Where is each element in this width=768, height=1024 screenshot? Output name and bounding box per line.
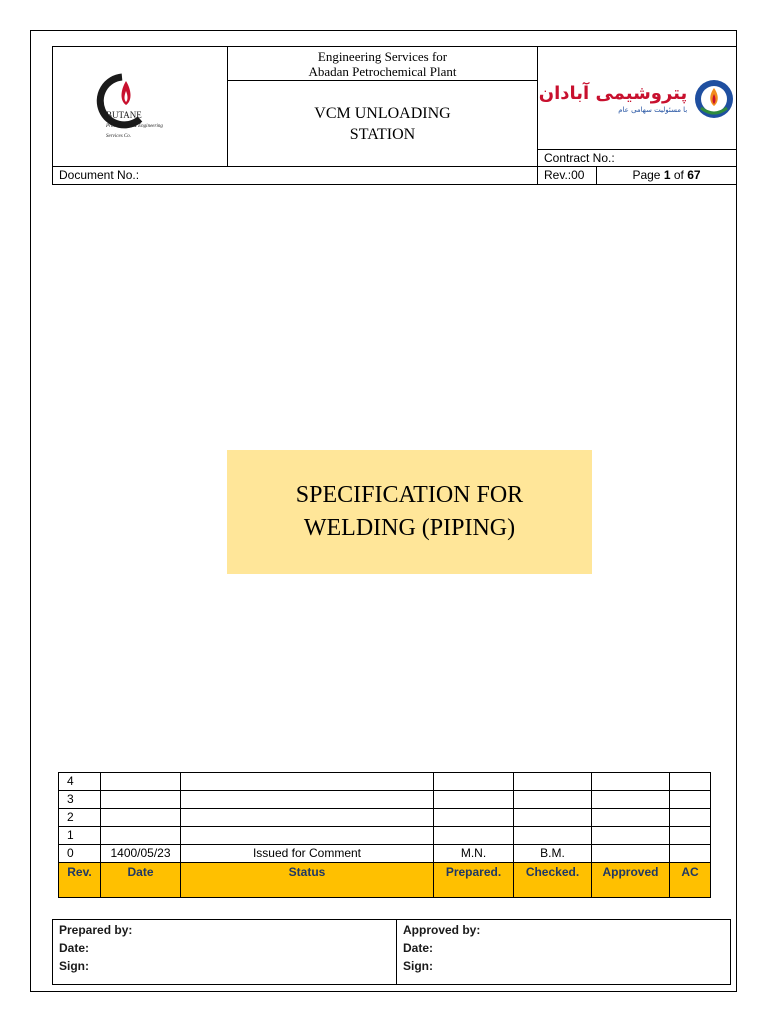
rev-ac <box>670 809 711 827</box>
approved-sign-label: Sign: <box>403 959 433 973</box>
rev-number: 1 <box>59 827 101 845</box>
rev-checked <box>514 809 592 827</box>
document-no-label: Document No.: <box>59 168 140 182</box>
contract-cell <box>538 47 737 167</box>
abadan-petrochemical-logo <box>538 47 736 150</box>
rev-status: Issued for Comment <box>181 845 434 863</box>
rev-number: 3 <box>59 791 101 809</box>
document-header <box>52 46 737 185</box>
document-title-line-2: WELDING (PIPING) <box>303 515 516 541</box>
project-title-line-2: STATION <box>349 125 416 143</box>
rev-date <box>101 809 181 827</box>
page-of: of <box>673 168 684 182</box>
rev-ac <box>670 845 711 863</box>
rev-ac <box>670 791 711 809</box>
revision-header-row <box>59 863 711 898</box>
abadan-logo-name: پتروشیمی آبادان <box>538 82 688 104</box>
rev-date <box>101 791 181 809</box>
rev-prepared <box>434 791 514 809</box>
rev-checked <box>514 827 592 845</box>
prepared-by-cell <box>53 920 397 985</box>
page-total: 67 <box>687 168 701 182</box>
col-header-rev: Rev. <box>59 863 101 898</box>
butane-logo <box>90 67 190 147</box>
rev-number: 0 <box>59 845 101 863</box>
rev-checked: B.M. <box>514 845 592 863</box>
project-title-cell <box>228 81 538 167</box>
rev-prepared <box>434 773 514 791</box>
rev-status <box>181 773 434 791</box>
table-row <box>59 809 711 827</box>
document-no-cell <box>53 167 538 185</box>
rev-number: 4 <box>59 773 101 791</box>
rev-approved <box>592 791 670 809</box>
prepared-by-label: Prepared by: <box>59 923 133 937</box>
table-row <box>59 827 711 845</box>
company-line-2: Abadan Petrochemical Plant <box>308 63 457 79</box>
rev-date <box>101 773 181 791</box>
rev-number: 2 <box>59 809 101 827</box>
col-header-status: Status <box>181 863 434 898</box>
left-logo-cell <box>53 47 228 167</box>
document-title-box <box>227 450 592 574</box>
table-row <box>59 773 711 791</box>
abadan-logo-emblem-icon <box>693 78 735 120</box>
revision-table <box>58 772 711 898</box>
col-header-prepared: Prepared. <box>434 863 514 898</box>
col-header-ac: AC <box>670 863 711 898</box>
prepared-date-label: Date: <box>59 941 90 955</box>
rev-approved <box>592 809 670 827</box>
col-header-approved: Approved <box>592 863 670 898</box>
butane-logo-text <box>106 111 163 140</box>
company-line-1: Engineering Services for <box>317 48 448 64</box>
page-current: 1 <box>663 168 671 182</box>
rev-checked <box>514 773 592 791</box>
butane-logo-sub1: Procurement & Engineering <box>106 123 163 129</box>
company-name-cell <box>228 47 538 81</box>
project-title-line-1: VCM UNLOADING <box>314 104 451 122</box>
approved-date-label: Date: <box>403 941 434 955</box>
approved-by-label: Approved by: <box>403 923 481 937</box>
butane-logo-name: BUTANE <box>106 109 142 120</box>
rev-status <box>181 791 434 809</box>
rev-status <box>181 809 434 827</box>
table-row <box>59 845 711 863</box>
rev-cell <box>538 167 597 185</box>
rev-ac <box>670 773 711 791</box>
butane-logo-sub2: Services Co. <box>106 133 131 139</box>
abadan-logo-sub: با مسئولیت سهامی عام <box>618 105 688 114</box>
rev-prepared <box>434 809 514 827</box>
prepared-sign-label: Sign: <box>59 959 89 973</box>
rev-approved <box>592 827 670 845</box>
approved-by-cell <box>397 920 731 985</box>
rev-approved <box>592 845 670 863</box>
rev-status <box>181 827 434 845</box>
rev-approved <box>592 773 670 791</box>
rev-prepared <box>434 827 514 845</box>
col-header-date: Date <box>101 863 181 898</box>
rev-label: Rev.:00 <box>544 168 585 182</box>
page-prefix: Page <box>632 168 661 182</box>
document-title-line-1: SPECIFICATION FOR <box>295 482 524 508</box>
rev-ac <box>670 827 711 845</box>
signature-table <box>52 919 731 985</box>
rev-date <box>101 827 181 845</box>
contract-no-label: Contract No.: <box>538 149 736 166</box>
rev-date: 1400/05/23 <box>101 845 181 863</box>
page-cell <box>597 167 737 185</box>
table-row <box>59 791 711 809</box>
rev-prepared: M.N. <box>434 845 514 863</box>
col-header-checked: Checked. <box>514 863 592 898</box>
rev-checked <box>514 791 592 809</box>
